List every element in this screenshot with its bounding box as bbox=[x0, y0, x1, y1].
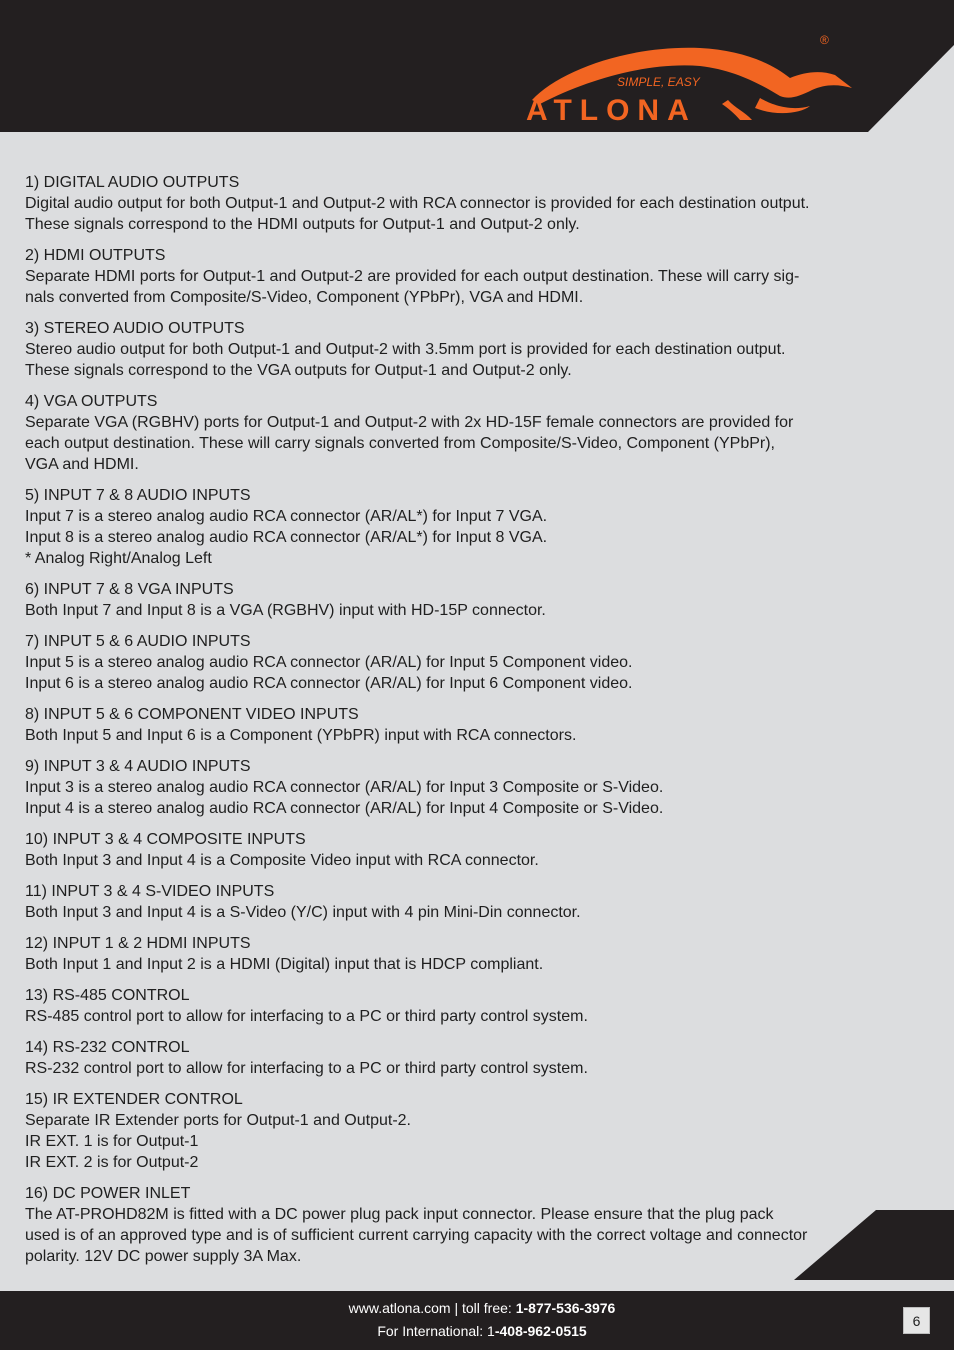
section-heading: 5) INPUT 7 & 8 AUDIO INPUTS bbox=[25, 487, 251, 504]
section-heading: 4) VGA OUTPUTS bbox=[25, 393, 158, 410]
section-text-line: each output destination. These will carry signals converted from Composite/S-Video, Component (YPbPr), bbox=[25, 435, 775, 452]
section-text-line: RS-232 control port to allow for interfacing to a PC or third party control system. bbox=[25, 1060, 588, 1077]
section-heading: 3) STEREO AUDIO OUTPUTS bbox=[25, 320, 245, 337]
spec-section bbox=[25, 579, 905, 621]
section-heading: 1) DIGITAL AUDIO OUTPUTS bbox=[25, 174, 240, 191]
section-text-line: Both Input 1 and Input 2 is a HDMI (Digital) input that is HDCP compliant. bbox=[25, 956, 544, 973]
section-text-line: The AT-PROHD82M is fitted with a DC power plug pack input connector. Please ensure that the plug pack bbox=[25, 1206, 774, 1223]
footer-international-line bbox=[0, 1323, 954, 1339]
spec-section bbox=[25, 1037, 905, 1079]
section-text-line: Both Input 3 and Input 4 is a Composite Video input with RCA connector. bbox=[25, 852, 539, 869]
registered-mark: ® bbox=[820, 33, 829, 47]
section-text-line: VGA and HDMI. bbox=[25, 456, 139, 473]
section-text-line: Separate HDMI ports for Output-1 and Output-2 are provided for each output destination. These will carry sig- bbox=[25, 268, 800, 285]
tollfree-label: | toll free: bbox=[450, 1300, 516, 1316]
section-heading: 7) INPUT 5 & 6 AUDIO INPUTS bbox=[25, 633, 251, 650]
tollfree-number: 1-877-536-3976 bbox=[515, 1300, 616, 1316]
section-heading: 2) HDMI OUTPUTS bbox=[25, 247, 166, 264]
section-text-line: RS-485 control port to allow for interfacing to a PC or third party control system. bbox=[25, 1008, 588, 1025]
section-text-line: Both Input 7 and Input 8 is a VGA (RGBHV) input with HD-15P connector. bbox=[25, 602, 546, 619]
page-number: 6 bbox=[903, 1307, 930, 1334]
spec-section bbox=[25, 631, 905, 694]
spec-section bbox=[25, 756, 905, 819]
spec-section bbox=[25, 172, 905, 235]
section-heading: 12) INPUT 1 & 2 HDMI INPUTS bbox=[25, 935, 251, 952]
international-number: -408-962-0515 bbox=[494, 1323, 587, 1339]
spec-section bbox=[25, 881, 905, 923]
section-text-line: Input 7 is a stereo analog audio RCA connector (AR/AL*) for Input 7 VGA. bbox=[25, 508, 548, 525]
section-text-line: Stereo audio output for both Output-1 and Output-2 with 3.5mm port is provided for each destination output. bbox=[25, 341, 786, 358]
section-heading: 11) INPUT 3 & 4 S-VIDEO INPUTS bbox=[25, 883, 275, 900]
international-label: For International: 1 bbox=[377, 1323, 495, 1339]
section-heading: 10) INPUT 3 & 4 COMPOSITE INPUTS bbox=[25, 831, 306, 848]
section-text-line: Input 8 is a stereo analog audio RCA connector (AR/AL*) for Input 8 VGA. bbox=[25, 529, 548, 546]
spec-section bbox=[25, 933, 905, 975]
spec-section bbox=[25, 245, 905, 308]
section-text-line: These signals correspond to the HDMI outputs for Output-1 and Output-2 only. bbox=[25, 216, 580, 233]
document-body bbox=[25, 172, 905, 1277]
spec-section bbox=[25, 985, 905, 1027]
website-link[interactable]: www.atlona.com bbox=[348, 1300, 451, 1316]
footer-contact-line bbox=[0, 1300, 954, 1316]
section-text-line: Separate IR Extender ports for Output-1 and Output-2. bbox=[25, 1112, 411, 1129]
page-footer bbox=[0, 1291, 954, 1350]
section-text-line: * Analog Right/Analog Left bbox=[25, 550, 212, 567]
spec-section bbox=[25, 704, 905, 746]
section-text-line: Input 3 is a stereo analog audio RCA connector (AR/AL) for Input 3 Composite or S-Video. bbox=[25, 779, 664, 796]
section-text-line: Both Input 3 and Input 4 is a S-Video (Y/C) input with 4 pin Mini-Din connector. bbox=[25, 904, 581, 921]
section-text-line: IR EXT. 2 is for Output-2 bbox=[25, 1154, 199, 1171]
spec-section bbox=[25, 391, 905, 475]
section-text-line: IR EXT. 1 is for Output-1 bbox=[25, 1133, 199, 1150]
page-header bbox=[0, 0, 954, 132]
section-text-line: nals converted from Composite/S-Video, Component (YPbPr), VGA and HDMI. bbox=[25, 289, 584, 306]
section-heading: 13) RS-485 CONTROL bbox=[25, 987, 190, 1004]
section-heading: 16) DC POWER INLET bbox=[25, 1185, 191, 1202]
section-text-line: Input 5 is a stereo analog audio RCA connector (AR/AL) for Input 5 Component video. bbox=[25, 654, 633, 671]
section-text-line: used is of an approved type and is of sufficient current carrying capacity with the correct voltage and connector bbox=[25, 1227, 808, 1244]
footer-background-shape bbox=[0, 1210, 954, 1291]
section-heading: 8) INPUT 5 & 6 COMPONENT VIDEO INPUTS bbox=[25, 706, 359, 723]
spec-section bbox=[25, 485, 905, 569]
brand-tagline: SIMPLE, EASY bbox=[617, 75, 700, 89]
section-text-line: Input 4 is a stereo analog audio RCA connector (AR/AL) for Input 4 Composite or S-Video. bbox=[25, 800, 664, 817]
section-heading: 9) INPUT 3 & 4 AUDIO INPUTS bbox=[25, 758, 251, 775]
section-heading: 15) IR EXTENDER CONTROL bbox=[25, 1091, 243, 1108]
section-text-line: Both Input 5 and Input 6 is a Component (YPbPR) input with RCA connectors. bbox=[25, 727, 577, 744]
section-text-line: Digital audio output for both Output-1 and Output-2 with RCA connector is provided for each destination output. bbox=[25, 195, 810, 212]
section-heading: 14) RS-232 CONTROL bbox=[25, 1039, 190, 1056]
section-text-line: Separate VGA (RGBHV) ports for Output-1 and Output-2 with 2x HD-15F female connectors are provided for bbox=[25, 414, 794, 431]
spec-section bbox=[25, 829, 905, 871]
section-text-line: These signals correspond to the VGA outputs for Output-1 and Output-2 only. bbox=[25, 362, 572, 379]
brand-name: ATLONA bbox=[526, 94, 697, 127]
header-background bbox=[0, 0, 954, 132]
spec-section bbox=[25, 318, 905, 381]
section-heading: 6) INPUT 7 & 8 VGA INPUTS bbox=[25, 581, 234, 598]
section-text-line: polarity. 12V DC power supply 3A Max. bbox=[25, 1248, 302, 1265]
section-text-line: Input 6 is a stereo analog audio RCA connector (AR/AL) for Input 6 Component video. bbox=[25, 675, 633, 692]
spec-section bbox=[25, 1089, 905, 1173]
